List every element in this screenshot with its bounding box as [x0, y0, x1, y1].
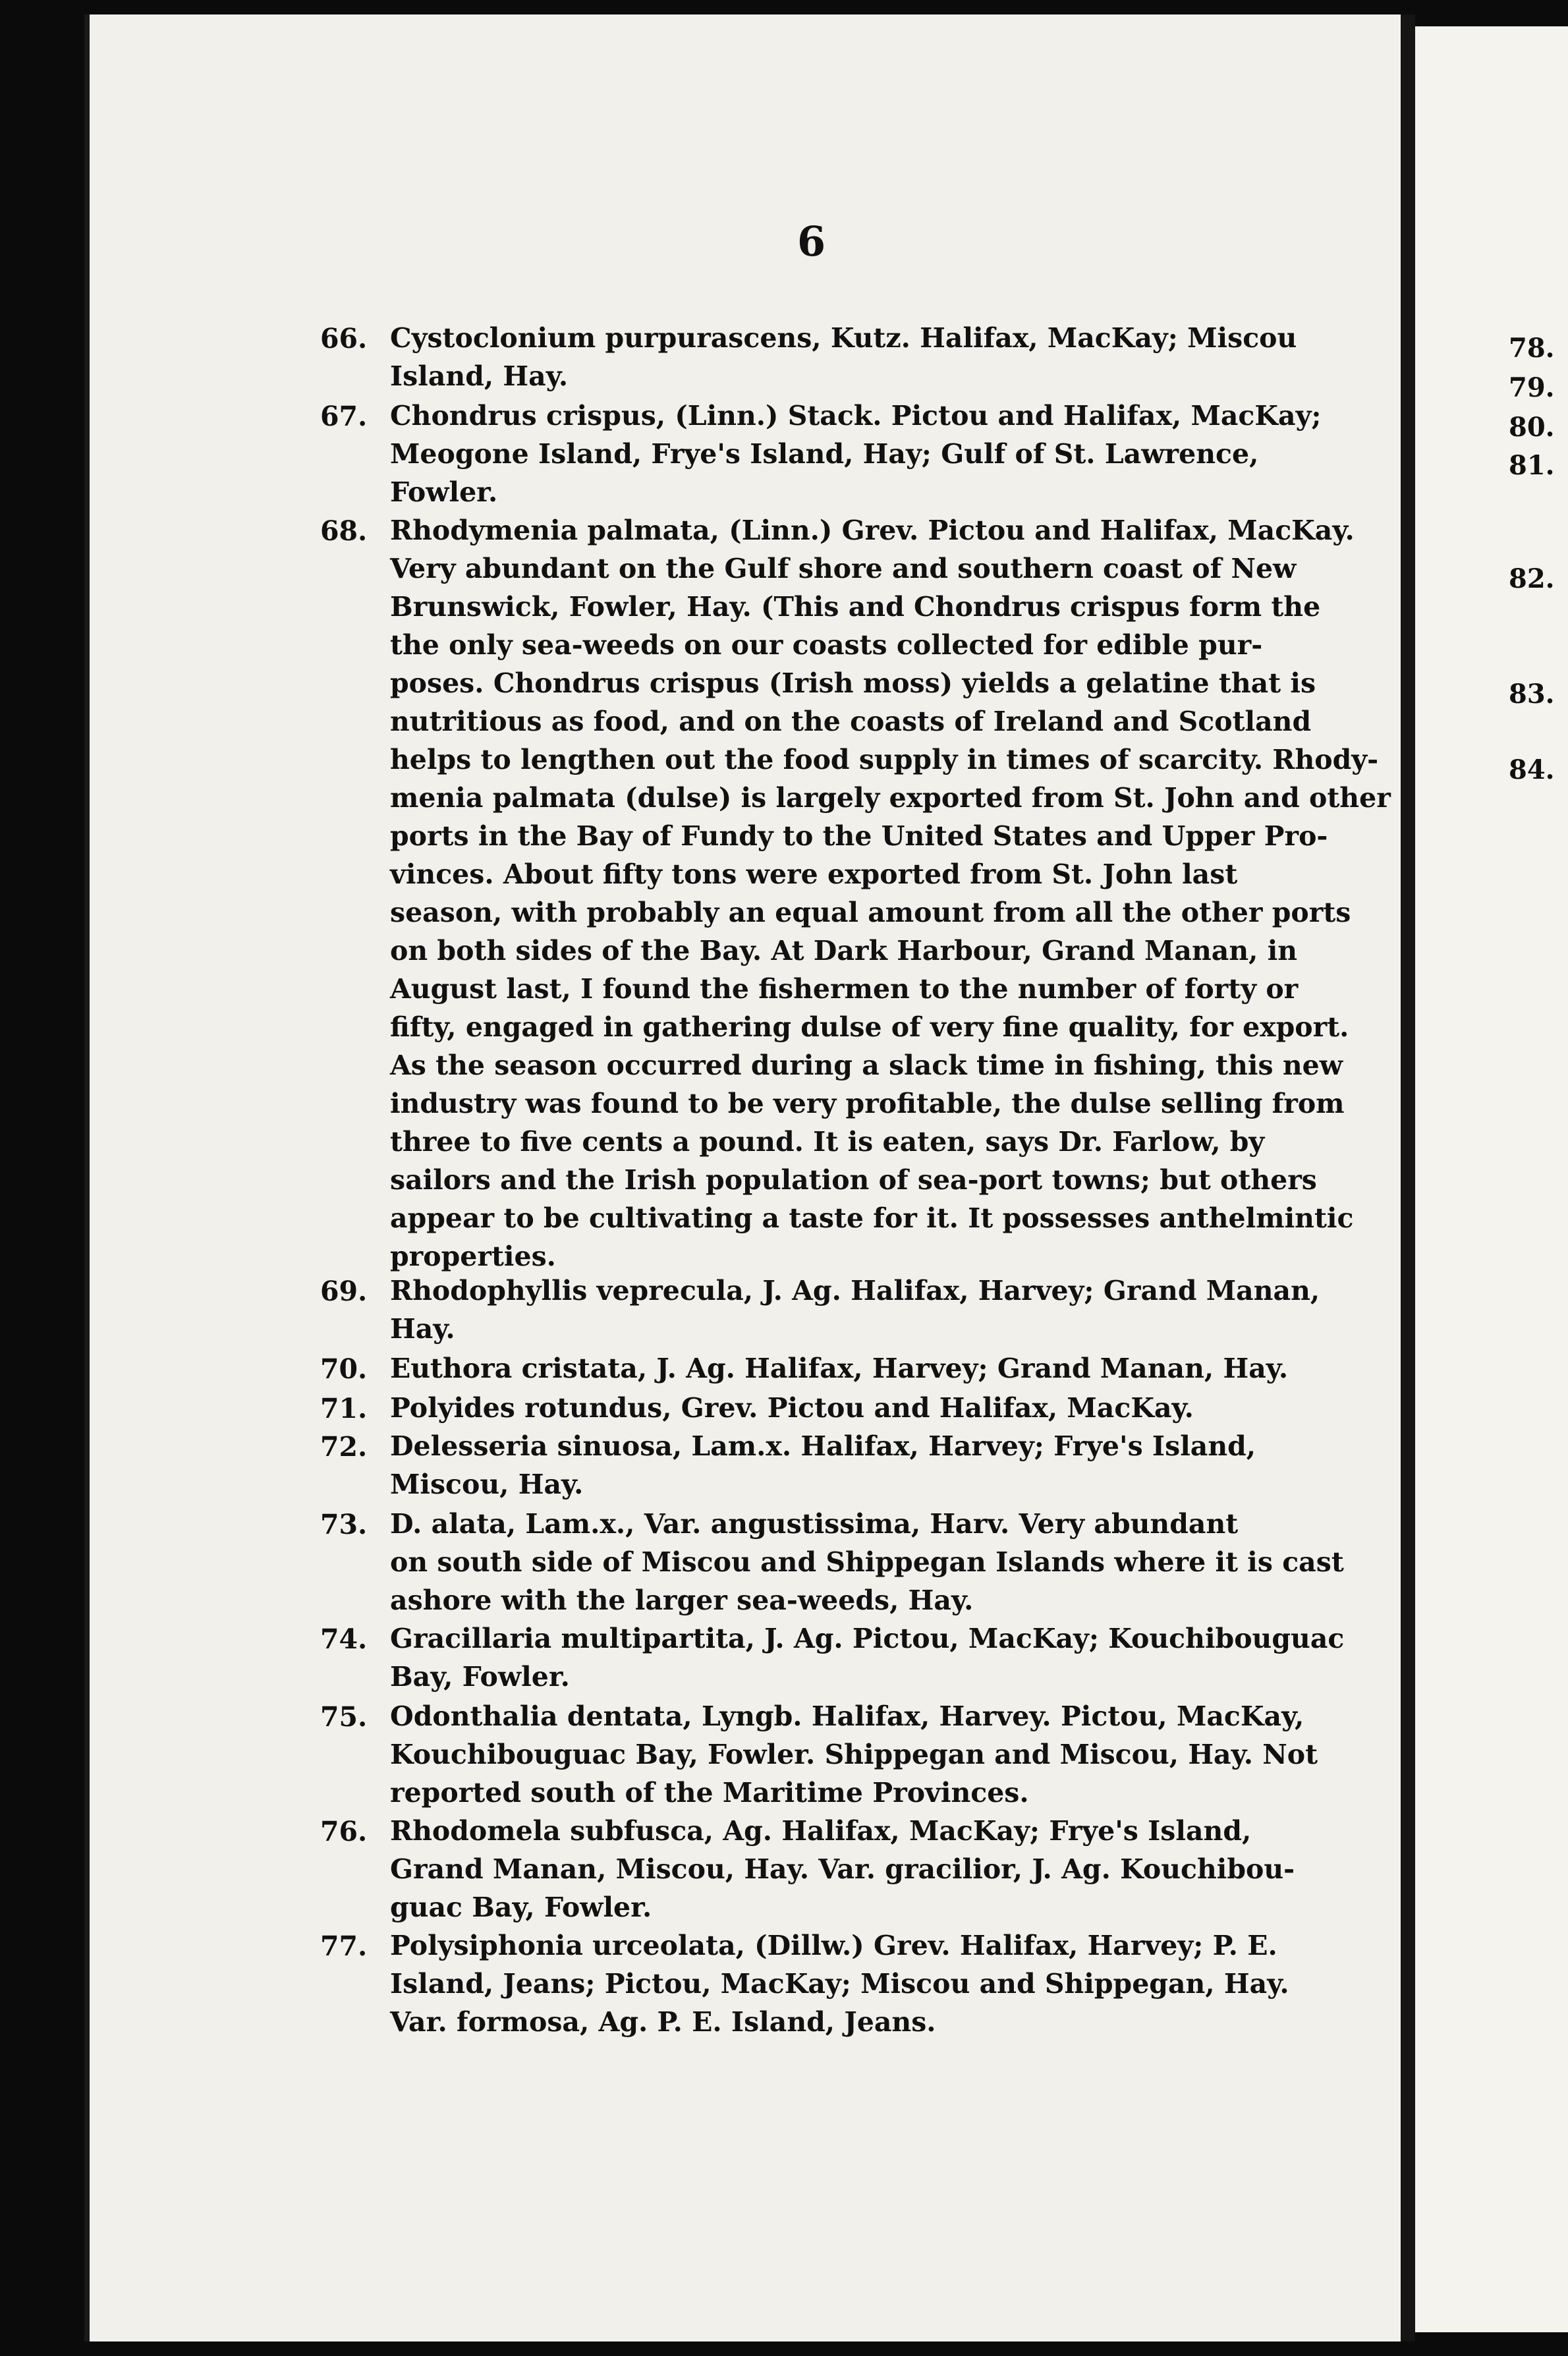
entry-number: 71.: [320, 1393, 368, 1424]
entry-line: reported south of the Maritime Provinces.: [390, 1777, 1029, 1809]
entry-line: Kouchibouguac Bay, Fowler. Shippegan and Miscou, Hay. Not: [390, 1739, 1318, 1770]
entry-line: Island, Jeans; Pictou, MacKay; Miscou and Shippegan, Hay.: [390, 1968, 1289, 2000]
entry-line: Rhodomela subfusca, Ag. Halifax, MacKay; Frye's Island,: [390, 1815, 1252, 1847]
margin-number: 81.: [1509, 450, 1555, 481]
entry-line: sailors and the Irish population of sea-port towns; but others: [390, 1164, 1317, 1196]
entry-number: 70.: [320, 1353, 368, 1385]
entry-number: 77.: [320, 1930, 368, 1962]
entry-number: 73.: [320, 1509, 368, 1540]
entry-line: Rhodophyllis veprecula, J. Ag. Halifax, Harvey; Grand Manan,: [390, 1275, 1320, 1306]
entry-line: poses. Chondrus crispus (Irish moss) yields a gelatine that is: [390, 667, 1316, 699]
entry-number: 72.: [320, 1431, 368, 1463]
entry-line: Gracillaria multipartita, J. Ag. Pictou, MacKay; Kouchibouguac: [390, 1623, 1345, 1654]
entry-line: properties.: [390, 1241, 556, 1272]
entry-line: Miscou, Hay.: [390, 1469, 584, 1500]
entry-number: 69.: [320, 1276, 368, 1307]
entry-number: 67.: [320, 401, 368, 432]
entry-line: vinces. About fifty tons were exported from St. John last: [390, 858, 1238, 890]
entry-line: Island, Hay.: [390, 360, 569, 392]
entry-line: Bay, Fowler.: [390, 1661, 570, 1693]
entry-line: helps to lengthen out the food supply in times of scarcity. Rhody-: [390, 744, 1379, 775]
entry-line: industry was found to be very profitable, the dulse selling from: [390, 1088, 1345, 1119]
margin-number: 83.: [1509, 679, 1555, 710]
entry-line: ashore with the larger sea-weeds, Hay.: [390, 1585, 974, 1616]
entry-line: Polysiphonia urceolata, (Dillw.) Grev. Halifax, Harvey; P. E.: [390, 1930, 1277, 1961]
entry-line: Chondrus crispus, (Linn.) Stack. Pictou and Halifax, MacKay;: [390, 400, 1322, 432]
entry-number: 66.: [320, 323, 368, 354]
entry-number: 75.: [320, 1701, 368, 1733]
entry-line: Meogone Island, Frye's Island, Hay; Gulf of St. Lawrence,: [390, 438, 1259, 470]
entry-line: guac Bay, Fowler.: [390, 1892, 652, 1923]
entry-line: on both sides of the Bay. At Dark Harbour, Grand Manan, in: [390, 935, 1298, 967]
entry-line: Euthora cristata, J. Ag. Halifax, Harvey; Grand Manan, Hay.: [390, 1353, 1289, 1384]
entry-line: fifty, engaged in gathering dulse of very fine quality, for export.: [390, 1011, 1349, 1043]
entry-line: nutritious as food, and on the coasts of Ireland and Scotland: [390, 706, 1312, 737]
entry-line: season, with probably an equal amount from all the other ports: [390, 897, 1351, 928]
page-number: 6: [797, 217, 826, 266]
entry-line: Var. formosa, Ag. P. E. Island, Jeans.: [390, 2006, 936, 2038]
entry-number: 68.: [320, 515, 368, 547]
entry-line: Delesseria sinuosa, Lam.x. Halifax, Harvey; Frye's Island,: [390, 1430, 1256, 1462]
entry-line: Polyides rotundus, Grev. Pictou and Halifax, MacKay.: [390, 1392, 1194, 1424]
margin-number: 82.: [1509, 563, 1555, 594]
entry-line: Brunswick, Fowler, Hay. (This and Chondrus crispus form the: [390, 591, 1321, 623]
margin-number: 80.: [1509, 412, 1555, 443]
entry-line: menia palmata (dulse) is largely exported from St. John and other: [390, 782, 1391, 814]
entry-line: appear to be cultivating a taste for it. It possesses anthelmintic: [390, 1202, 1354, 1234]
entry-number: 74.: [320, 1623, 368, 1655]
margin-number: 78.: [1509, 333, 1555, 364]
entry-line: D. alata, Lam.x., Var. angustissima, Harv. Very abundant: [390, 1508, 1239, 1540]
entry-line: the only sea-weeds on our coasts collected for edible pur-: [390, 629, 1263, 661]
entry-line: August last, I found the fishermen to the number of forty or: [390, 973, 1299, 1005]
entry-line: Odonthalia dentata, Lyngb. Halifax, Harvey. Pictou, MacKay,: [390, 1700, 1304, 1732]
entry-line: Grand Manan, Miscou, Hay. Var. gracilior, J. Ag. Kouchibou-: [390, 1853, 1295, 1885]
margin-number: 79.: [1509, 372, 1555, 403]
entry-line: Hay.: [390, 1313, 455, 1345]
entry-line: Fowler.: [390, 476, 498, 508]
entry-line: Very abundant on the Gulf shore and southern coast of New: [390, 553, 1297, 584]
entry-number: 76.: [320, 1816, 368, 1847]
margin-number: 84.: [1509, 754, 1555, 785]
entry-line: Rhodymenia palmata, (Linn.) Grev. Pictou and Halifax, MacKay.: [390, 515, 1355, 546]
entry-line: Cystoclonium purpurascens, Kutz. Halifax, MacKay; Miscou: [390, 322, 1297, 354]
entry-line: As the season occurred during a slack time in fishing, this new: [390, 1050, 1343, 1081]
entry-line: three to five cents a pound. It is eaten, says Dr. Farlow, by: [390, 1126, 1265, 1158]
entry-line: on south side of Miscou and Shippegan Islands where it is cast: [390, 1546, 1344, 1578]
entry-line: ports in the Bay of Fundy to the United States and Upper Pro-: [390, 820, 1328, 852]
